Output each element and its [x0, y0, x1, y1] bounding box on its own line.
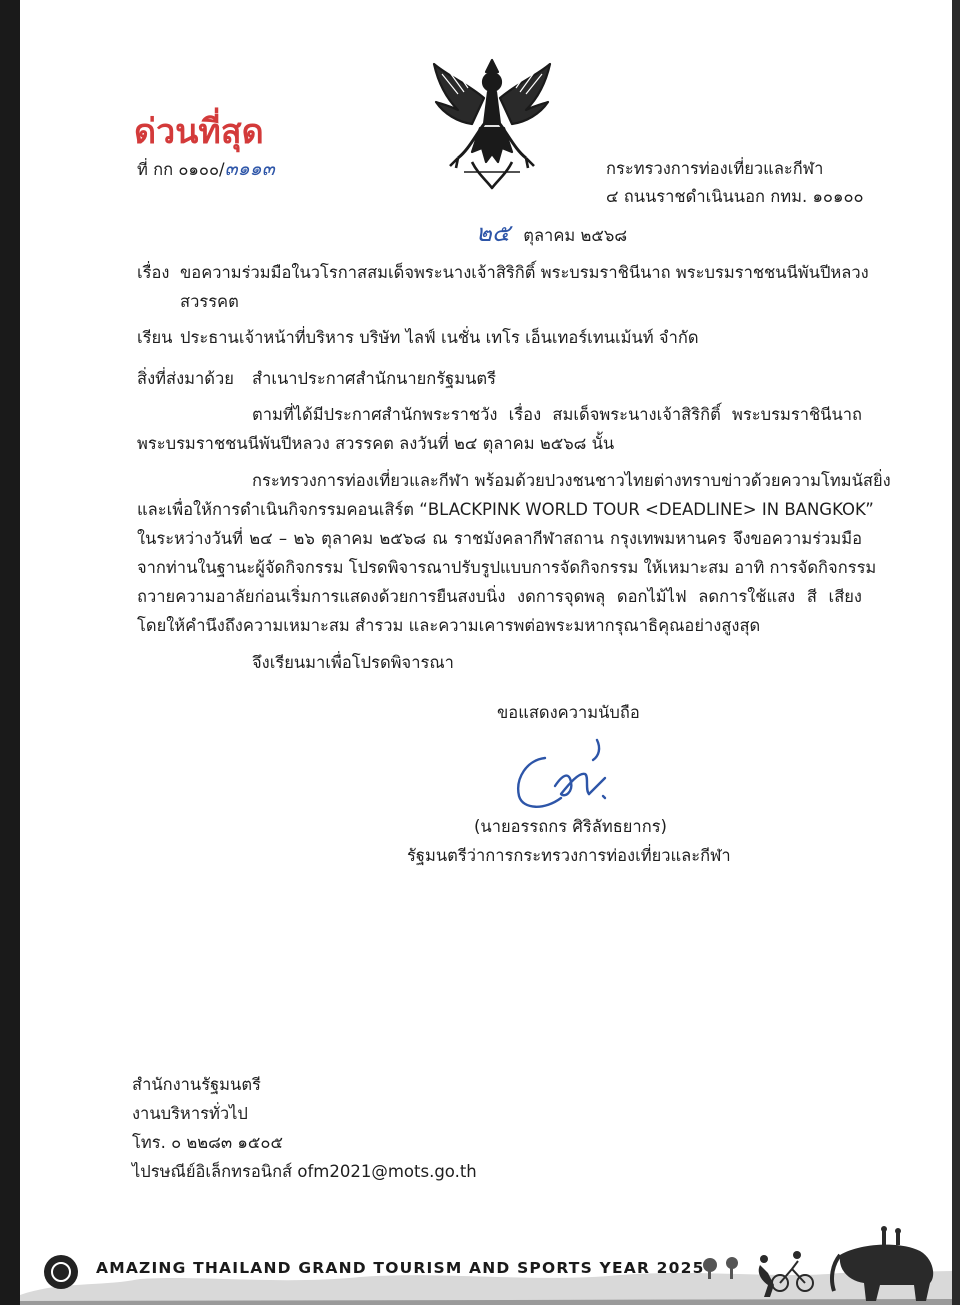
- enclosure-label: สิ่งที่ส่งมาด้วย: [137, 369, 234, 388]
- handwritten-signature-icon: [505, 738, 615, 818]
- contact-email: ไปรษณีย์อิเล็กทรอนิกส์ ofm2021@mots.go.th: [132, 1162, 477, 1181]
- date-day-handwritten: ๒๕: [476, 219, 510, 247]
- ministry-name: กระทรวงการท่องเที่ยวและกีฬา: [606, 159, 824, 178]
- para2-line-6: โดยให้คำนึงถึงความเหมาะสม สำรวม และความเคารพต่อพระมหากรุณาธิคุณอย่างสูงสุด: [137, 616, 761, 635]
- scan-left-edge: [0, 0, 20, 1305]
- closing-request: จึงเรียนมาเพื่อโปรดพิจารณา: [252, 653, 454, 672]
- para1-line-1: ตามที่ได้มีประกาศสำนักพระราชวัง เรื่อง สมเด็จพระนางเจ้าสิริกิติ์ พระบรมราชินีนาถ: [252, 405, 862, 424]
- subject-line-2: สวรรคต: [180, 292, 239, 311]
- ministry-address: ๔ ถนนราชดำเนินนอก กทม. ๑๐๑๐๐: [606, 187, 864, 206]
- subject-line-1: ขอความร่วมมือในวโรกาสสมเด็จพระนางเจ้าสิริกิติ์ พระบรมราชินีนาถ พระบรมราชชนนีพันปีหลวง: [180, 263, 869, 282]
- signature-closing: ขอแสดงความนับถือ: [497, 703, 640, 722]
- signatory-name: (นายอรรถกร ศิริลัทธยากร): [474, 817, 667, 836]
- letter-date: [476, 219, 628, 247]
- contact-phone: โทร. ๐ ๒๒๘๓ ๑๕๐๕: [132, 1133, 283, 1152]
- reference-handwritten: ๓๑๑๓: [224, 158, 275, 180]
- footer-slogan: AMAZING THAILAND GRAND TOURISM AND SPORTS YEAR 2025: [96, 1259, 705, 1277]
- tat-logo-icon: [44, 1255, 78, 1289]
- para1-line-2: พระบรมราชชนนีพันปีหลวง สวรรคต ลงวันที่ ๒๔ ตุลาคม ๒๕๖๘ นั้น: [137, 434, 615, 453]
- contact-office: สำนักงานรัฐมนตรี: [132, 1075, 261, 1094]
- para2-line-4: จากท่านในฐานะผู้จัดกิจกรรม โปรดพิจารณาปรับรูปแบบการจัดกิจกรรม ให้เหมาะสม อาทิ การจัดกิจกรรม: [137, 558, 877, 577]
- signatory-title: รัฐมนตรีว่าการกระทรวงการท่องเที่ยวและกีฬา: [407, 846, 731, 865]
- subject-label: เรื่อง: [137, 263, 170, 282]
- para2-line-3: ในระหว่างวันที่ ๒๔ – ๒๖ ตุลาคม ๒๕๖๘ ณ ราชมังคลากีฬาสถาน กรุงเทพมหานคร จึงขอความร่วมมือ: [137, 529, 862, 548]
- enclosure-text: สำเนาประกาศสำนักนายกรัฐมนตรี: [252, 369, 496, 388]
- contact-department: งานบริหารทั่วไป: [132, 1104, 248, 1123]
- urgency-heading: ด่วนที่สุด: [134, 112, 264, 152]
- para2-line-2: และเพื่อให้การดำเนินกิจกรรมคอนเสิร์ต “BLACKPINK WORLD TOUR <DEADLINE> IN BANGKOK”: [137, 500, 874, 519]
- reference-prefix: ที่ กก ๐๑๐๐/: [137, 160, 225, 179]
- date-month-year: ตุลาคม ๒๕๖๘: [523, 226, 628, 245]
- recipient-text: ประธานเจ้าหน้าที่บริหาร บริษัท ไลฟ์ เนชั่น เทโร เอ็นเทอร์เทนเม้นท์ จำกัด: [180, 328, 699, 347]
- scan-right-edge: [952, 0, 960, 1305]
- recipient-label: เรียน: [137, 328, 173, 347]
- para2-line-5: ถวายความอาลัยก่อนเริ่มการแสดงด้วยการยืนสงบนิ่ง งดการจุดพลุ ดอกไม้ไฟ ลดการใช้แสง สี เสียง: [137, 587, 862, 606]
- para2-line-1: กระทรวงการท่องเที่ยวและกีฬา พร้อมด้วยปวงชนชาวไทยต่างทราบข่าวด้วยความโทมนัสยิ่ง: [252, 471, 891, 490]
- garuda-emblem-icon: [428, 54, 556, 194]
- reference-number: [137, 158, 275, 181]
